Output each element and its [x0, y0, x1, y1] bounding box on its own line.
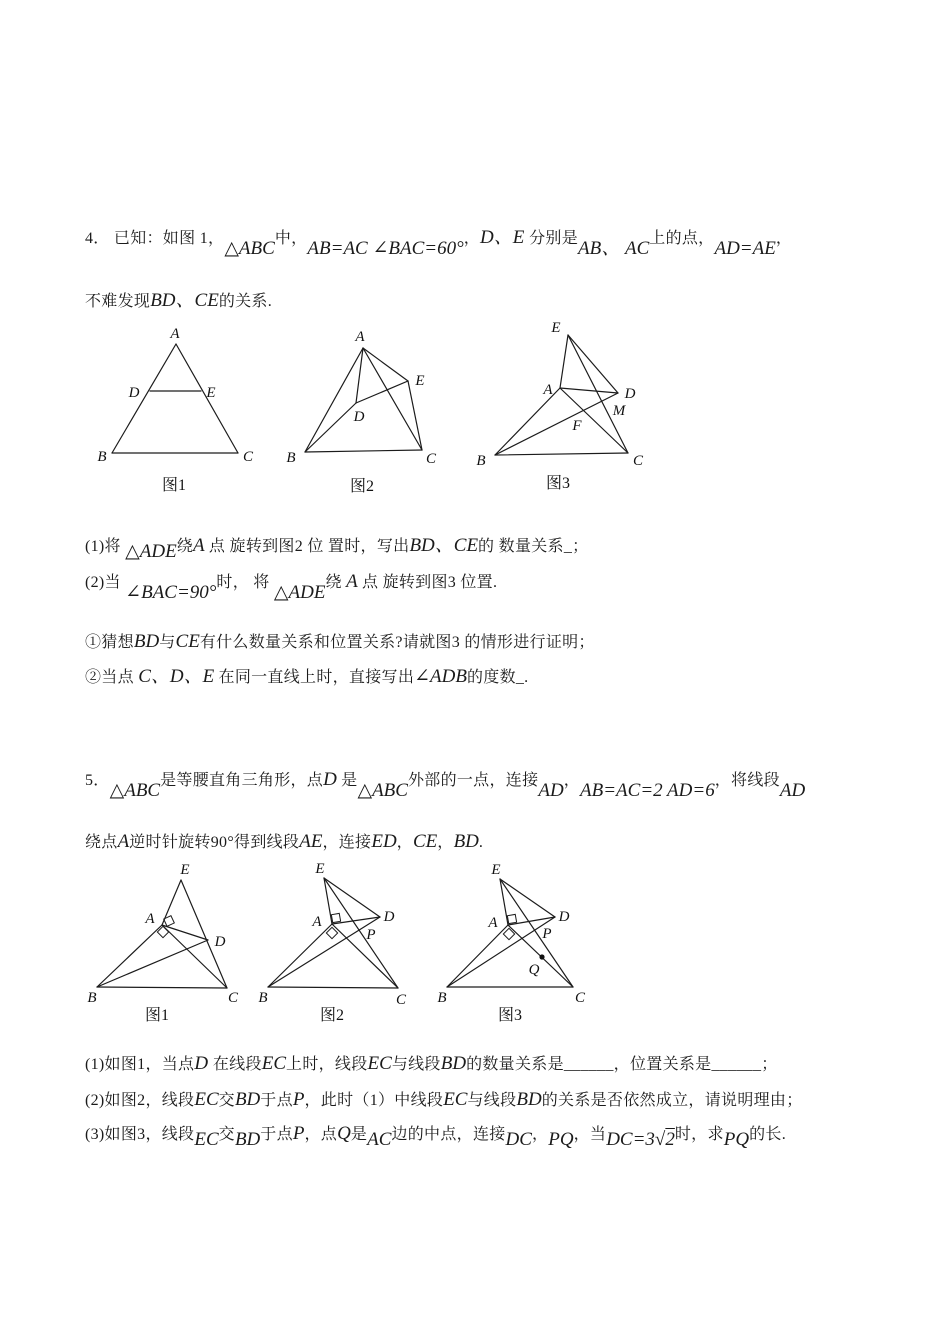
text-run: 是等腰直角三角形，点	[160, 772, 324, 789]
point-label-P: P	[542, 926, 552, 942]
segment-ED	[500, 879, 555, 917]
text-run: ①猜想	[85, 634, 134, 651]
point-label-C: C	[227, 990, 239, 1006]
text-run: ED	[371, 831, 397, 852]
point-label-B: B	[476, 453, 486, 469]
text-run: 边的中点，连接	[391, 1126, 506, 1143]
text-run: ，	[563, 772, 581, 789]
problem5-part1	[85, 1050, 930, 1078]
text-run: 是	[350, 1126, 368, 1143]
segment-AB	[268, 924, 332, 987]
segment-BC	[305, 450, 422, 452]
text-run: 分别是	[529, 230, 579, 247]
segment-AE	[560, 335, 568, 388]
text-run: 是	[336, 772, 358, 789]
text-run: 中，	[274, 230, 308, 247]
text-run: D、E	[480, 227, 530, 248]
figure-caption: 图2	[319, 1007, 345, 1024]
text-run: 的数量关系是______，位置关系是______；	[466, 1056, 778, 1073]
point-label-C: C	[632, 453, 644, 469]
text-run: AB、 AC	[578, 238, 650, 259]
text-run: 的 数量关系_；	[478, 538, 589, 555]
figure-caption: 图1	[161, 477, 187, 494]
text-run: BD	[453, 831, 479, 852]
text-run: 与线段	[391, 1056, 441, 1073]
problem4-part2-sub2	[85, 663, 930, 691]
text-run: (1)将	[85, 538, 126, 555]
point-label-C: C	[395, 992, 407, 1008]
text-run: ②当点	[85, 669, 139, 686]
text-run: CE	[412, 831, 438, 852]
text-run: 时， 将	[216, 574, 274, 591]
segment-BD	[305, 403, 356, 452]
segment-AC	[332, 924, 398, 988]
segment-ED	[324, 878, 380, 917]
text-run: 逆时针旋转90°得到线段	[129, 834, 300, 851]
text-run: (1)如图1，当点	[85, 1056, 195, 1073]
text-run: 在线段	[212, 1056, 262, 1073]
figure-p4-1	[90, 320, 265, 508]
point-label-E: E	[551, 320, 561, 336]
geometry-diagram	[255, 862, 420, 1034]
point-label-E: E	[415, 373, 425, 389]
problem5-intro-line1	[85, 766, 930, 801]
text-run: BD	[440, 1053, 467, 1074]
text-run: AD	[779, 780, 806, 801]
text-run: ，连接	[322, 834, 372, 851]
segment-AD	[332, 917, 380, 924]
text-run: EC	[194, 1129, 219, 1150]
text-run: BD	[234, 1129, 261, 1150]
text-run: ∠ADB	[414, 666, 467, 687]
text-run: DC	[505, 1129, 532, 1150]
point-label-D: D	[624, 386, 636, 402]
text-run: 的关系.	[218, 293, 273, 310]
segment-AD	[356, 348, 363, 403]
segment-EC	[408, 381, 422, 450]
segment-AB	[112, 344, 176, 453]
text-run: PQ	[548, 1129, 574, 1150]
text-run: P	[292, 1123, 305, 1144]
point-label-B: B	[258, 990, 268, 1006]
figure-caption: 图2	[349, 478, 375, 495]
point-label-E: E	[315, 861, 325, 877]
text-run: ，点	[304, 1126, 338, 1143]
text-run: .	[478, 834, 484, 851]
text-run: 与	[159, 634, 176, 651]
geometry-diagram	[430, 862, 605, 1034]
problem4-part2	[85, 568, 930, 603]
segment-AB	[495, 388, 560, 455]
text-run: 绕	[325, 574, 347, 591]
text-run: ，	[437, 834, 454, 851]
text-run: 于点	[260, 1126, 293, 1143]
text-run: (2)如图2，线段	[85, 1092, 195, 1109]
geometry-diagram	[285, 325, 450, 508]
figure-caption: 图1	[144, 1007, 170, 1024]
text-run: 外部的一点，连接	[407, 772, 539, 789]
text-run: EC	[194, 1089, 219, 1110]
segment-BD	[268, 917, 380, 987]
problem4-part2-sub1	[85, 628, 930, 656]
text-run: 点 旋转到图3 位置.	[357, 574, 498, 591]
text-run: 上的点，	[649, 230, 715, 247]
point-label-D: D	[214, 934, 226, 950]
point-label-E: E	[180, 862, 190, 878]
text-run: ，	[463, 230, 481, 247]
text-run: 时，求	[674, 1126, 724, 1143]
text-run: AC	[367, 1129, 392, 1150]
text-run: △ABC	[224, 238, 275, 259]
text-run: AD=AE	[714, 238, 776, 259]
text-run: △ADE	[273, 582, 326, 603]
point-label-A: A	[170, 326, 180, 342]
text-run: 4． 已知：如图 1，	[85, 230, 225, 247]
text-run: ，	[775, 230, 793, 247]
point-label-D: D	[128, 385, 140, 401]
text-run: 的度数_.	[466, 669, 529, 686]
point-label-A: A	[355, 329, 365, 345]
point-label-A: A	[312, 914, 322, 930]
text-run: D	[194, 1053, 213, 1074]
text-run: 的长.	[749, 1126, 786, 1143]
point-label-C: C	[425, 451, 437, 467]
text-run: △ADE	[125, 541, 177, 562]
text-run: PQ	[723, 1129, 750, 1150]
segment-DE	[356, 381, 408, 403]
right-angle-mark	[331, 913, 340, 922]
text-run: CE	[175, 631, 200, 652]
segment-EC	[324, 878, 398, 988]
text-run: AD	[538, 780, 564, 801]
text-run: A	[346, 571, 358, 592]
text-run: EC	[261, 1053, 287, 1074]
point-label-D: D	[383, 909, 395, 925]
text-run: AE	[299, 831, 323, 852]
problem4-part1	[85, 532, 930, 560]
text-run: 绕	[176, 538, 194, 555]
geometry-diagram	[455, 315, 655, 508]
text-run: A	[117, 831, 130, 852]
text-run: BD	[133, 631, 160, 652]
text-run: AB=AC ∠BAC=60°	[307, 238, 464, 259]
segment-AB	[447, 925, 508, 987]
segment-BD	[97, 940, 208, 987]
text-run: 在同一直线上时，直接写出	[214, 669, 415, 686]
point-label-E: E	[491, 862, 501, 878]
figure-p4-2	[285, 325, 450, 508]
problem5-intro-line2	[85, 828, 930, 856]
problem5-part2	[85, 1086, 930, 1114]
text-run: 2	[665, 1129, 675, 1150]
point-dot	[539, 954, 544, 959]
segment-AE	[363, 348, 408, 381]
text-run: ，当	[573, 1126, 607, 1143]
point-label-E: E	[206, 385, 216, 401]
text-run: ∠BAC=90°	[125, 582, 217, 603]
segment-BC	[268, 987, 398, 988]
text-run: 交	[218, 1092, 235, 1109]
text-run: 有什么数量关系和位置关系?请就图3 的情形进行证明；	[199, 634, 595, 651]
text-run: 不难发现	[85, 293, 151, 310]
right-angle-mark	[507, 914, 516, 923]
figure-caption: 图3	[497, 1007, 523, 1024]
point-label-C: C	[574, 990, 586, 1006]
text-run: (2)当	[85, 574, 126, 591]
figure-p4-3	[455, 315, 655, 508]
point-label-A: A	[543, 382, 553, 398]
point-label-Q: Q	[528, 962, 540, 978]
point-label-F: F	[572, 418, 582, 434]
text-run: BD	[516, 1089, 542, 1110]
text-run: P	[292, 1089, 305, 1110]
geometry-diagram	[90, 320, 265, 508]
point-label-B: B	[97, 449, 107, 465]
point-label-A: A	[145, 911, 155, 927]
point-label-A: A	[488, 915, 498, 931]
text-run: EC	[443, 1089, 468, 1110]
problem4-intro-line1	[85, 224, 930, 259]
point-label-B: B	[87, 990, 97, 1006]
text-run: ，	[396, 834, 413, 851]
segment-CE	[568, 335, 628, 453]
text-run: △ABC	[357, 780, 408, 801]
point-label-M: M	[612, 403, 626, 419]
segment-AC	[363, 348, 425, 450]
text-run: A	[193, 535, 205, 556]
geometry-diagram	[85, 862, 250, 1034]
text-run: AB=AC=2 AD=6	[580, 780, 715, 801]
figure-p5-3	[430, 862, 605, 1034]
text-run: BD、CE	[409, 535, 479, 556]
text-run: ，	[531, 1126, 549, 1143]
figure-p5-2	[255, 862, 420, 1034]
problem5-part3	[85, 1120, 930, 1148]
text-run: (3)如图3，线段	[85, 1126, 195, 1143]
text-run: ，将线段	[714, 772, 780, 789]
point-label-B: B	[437, 990, 447, 1006]
text-run: 上时，线段	[286, 1056, 368, 1073]
text-run: ，此时（1）中线段	[304, 1092, 444, 1109]
text-run: BD	[234, 1089, 261, 1110]
text-run: △ABC	[109, 780, 161, 801]
point-label-P: P	[366, 927, 376, 943]
text-run: 5．	[85, 772, 110, 789]
text-run: EC	[367, 1053, 392, 1074]
text-run: 与线段	[467, 1092, 517, 1109]
text-run: 的关系是否依然成立，请说明理由；	[541, 1092, 803, 1109]
figure-caption: 图3	[545, 475, 571, 492]
segment-BC	[495, 453, 628, 455]
text-run: Q	[337, 1123, 351, 1144]
point-label-D: D	[353, 409, 365, 425]
text-run: D	[323, 769, 337, 790]
segment-AD	[560, 388, 618, 393]
segment-AB	[97, 925, 162, 987]
point-label-D: D	[558, 909, 570, 925]
point-label-C: C	[242, 449, 254, 465]
text-run: BD、CE	[150, 290, 219, 311]
segment-AB	[305, 348, 363, 452]
segment-BD	[495, 393, 618, 455]
segment-AC	[560, 388, 628, 453]
point-label-B: B	[286, 450, 296, 466]
text-run: C、D、E	[138, 666, 215, 687]
text-run: 于点	[260, 1092, 293, 1109]
text-run: 点 旋转到图2 位 置时，写出	[204, 538, 410, 555]
right-angle-mark	[326, 927, 337, 938]
text-run: DC=3√	[606, 1129, 666, 1150]
segment-BC	[97, 987, 227, 988]
text-run: 交	[218, 1126, 235, 1143]
figure-p5-1	[85, 862, 250, 1034]
problem4-intro-line2	[85, 287, 930, 315]
text-run: 绕点	[85, 834, 118, 851]
